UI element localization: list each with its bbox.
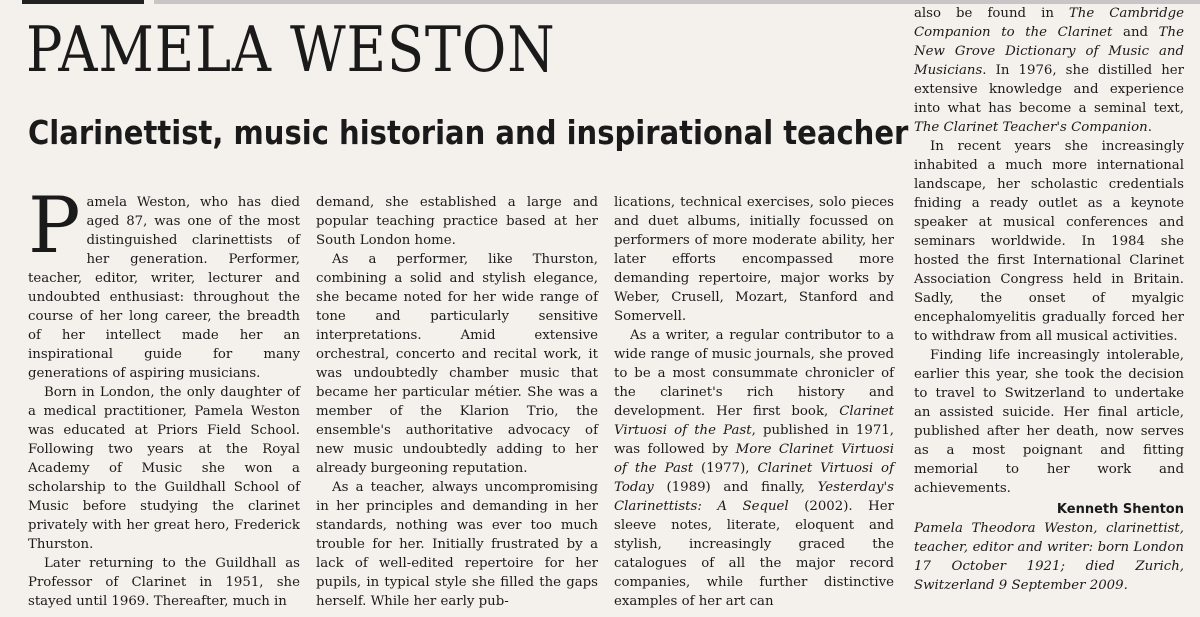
paragraph: [914, 4, 1184, 137]
paragraph: In recent years she increasingly inhabited a much more international landscape, her scholastic credentials fniding a ready outlet as a keynote speaker at musical conferences and seminars worldwide. In 1984 she hosted the first International Clarinet Association Congress held in Britain. Sadly, the onset of myalgic encephalomyelitis gradually forced her to withdraw from all musical activities.: [914, 139, 1184, 344]
standfirst: Clarinettist, music historian and inspirational teacher: [28, 113, 909, 152]
life-dates-footnote: Pamela Theodora Weston, clarinettist, teacher, editor and writer: born London 17 October 1921; died Zurich, Switzerland 9 September 2009.: [914, 521, 1184, 593]
byline: Kenneth Shenton: [1056, 502, 1184, 517]
text: As a writer, a regular contributor to a wide range of music journals, she proved to be a most consummate chronicler of the clarinet's rich history and development. Her first book,: [614, 328, 894, 419]
text: and: [1112, 25, 1159, 40]
drop-cap: P: [28, 181, 81, 271]
text: (1977),: [693, 461, 758, 476]
column-2: [316, 193, 598, 611]
paragraph-text: amela Weston, who has died aged 87, was one of the most distinguished clarinettists of her generation. Performer, teacher, editor, writer, lecturer and undoubted enthusiast: throughout the course of her long career, the breadth of her intellect made her an inspirational guide for many generations of aspiring musicians.: [28, 195, 300, 381]
paragraph: lications, technical exercises, solo pieces and duet albums, initially focussed on performers of more moderate ability, her later efforts encompassed more demanding repertoire, major works by Weber, Crusell, Mozart, Stanford and Somervell.: [614, 195, 894, 324]
book-title: Yesterday's Clarinettists: A Sequel: [614, 480, 894, 514]
paragraph: Finding life increasingly intolerable, earlier this year, she took the decision to travel to Switzerland to undertake an assisted suicide. Her final article, published after her death, now serves as a most poignant and fitting memorial to her work and achievements.: [914, 348, 1184, 496]
column-1: [28, 181, 300, 611]
text: , published in 1971, was followed by: [614, 423, 895, 457]
paragraph: Later returning to the Guildhall as Professor of Clarinet in 1951, she stayed until 1969. Thereafter, much in: [28, 556, 300, 609]
book-title: Clarinet Virtuosi of Today: [614, 461, 894, 495]
text: also be found in: [914, 6, 1069, 21]
column-3: [614, 193, 894, 611]
text: .: [1147, 120, 1152, 135]
text: . In 1976, she distilled her extensive knowledge and experience into what has become a seminal text,: [914, 63, 1184, 116]
book-title: Clarinet Virtuosi of the Past: [614, 404, 894, 438]
book-title: The Cambridge Companion to the Clarinet: [914, 6, 1184, 40]
paragraph: [614, 326, 894, 611]
book-title: The New Grove Dictionary of Music and Musicians: [914, 25, 1184, 78]
book-title: The Clarinet Teacher's Companion: [914, 120, 1148, 135]
paragraph: Born in London, the only daughter of a medical practitioner, Pamela Weston was educated at Priors Field School. Following two years at the Royal Academy of Music she won a scholarship to the Guildhall School of Music before studying the clarinet privately with her great hero, Frederick Thurston.: [28, 385, 300, 552]
paragraph: [28, 181, 300, 383]
paragraph: As a performer, like Thurston, combining a solid and stylish elegance, she became noted for her wide range of tone and particularly sensitive interpretations. Amid extensive orchestral, concerto and recital work, it was undoubtedly chamber music that became her particular métier. She was a member of the Klarion Trio, the ensemble's authoritative advocacy of new music undoubtedly adding to her already burgeoning reputation.: [316, 252, 598, 476]
text: (2002). Her sleeve notes, literate, eloquent and stylish, increasingly graced the catalogues of all the major record companies, while further distinctive examples of her art can: [614, 499, 894, 609]
top-rule-dark: [22, 0, 144, 4]
paragraph: As a teacher, always uncompromising in her principles and demanding in her standards, nothing was ever too much trouble for her. Initially frustrated by a lack of well-edited repertoire for her pupils, in typical style she filled the gaps herself. While her early pub-: [316, 480, 598, 609]
text: (1989) and finally,: [653, 480, 818, 495]
obituary-headline: PAMELA WESTON: [26, 13, 556, 86]
column-4: [914, 4, 1184, 595]
book-title: More Clarinet Virtuosi of the Past: [614, 442, 894, 476]
paragraph: demand, she established a large and popular teaching practice based at her South London home.: [316, 195, 598, 248]
